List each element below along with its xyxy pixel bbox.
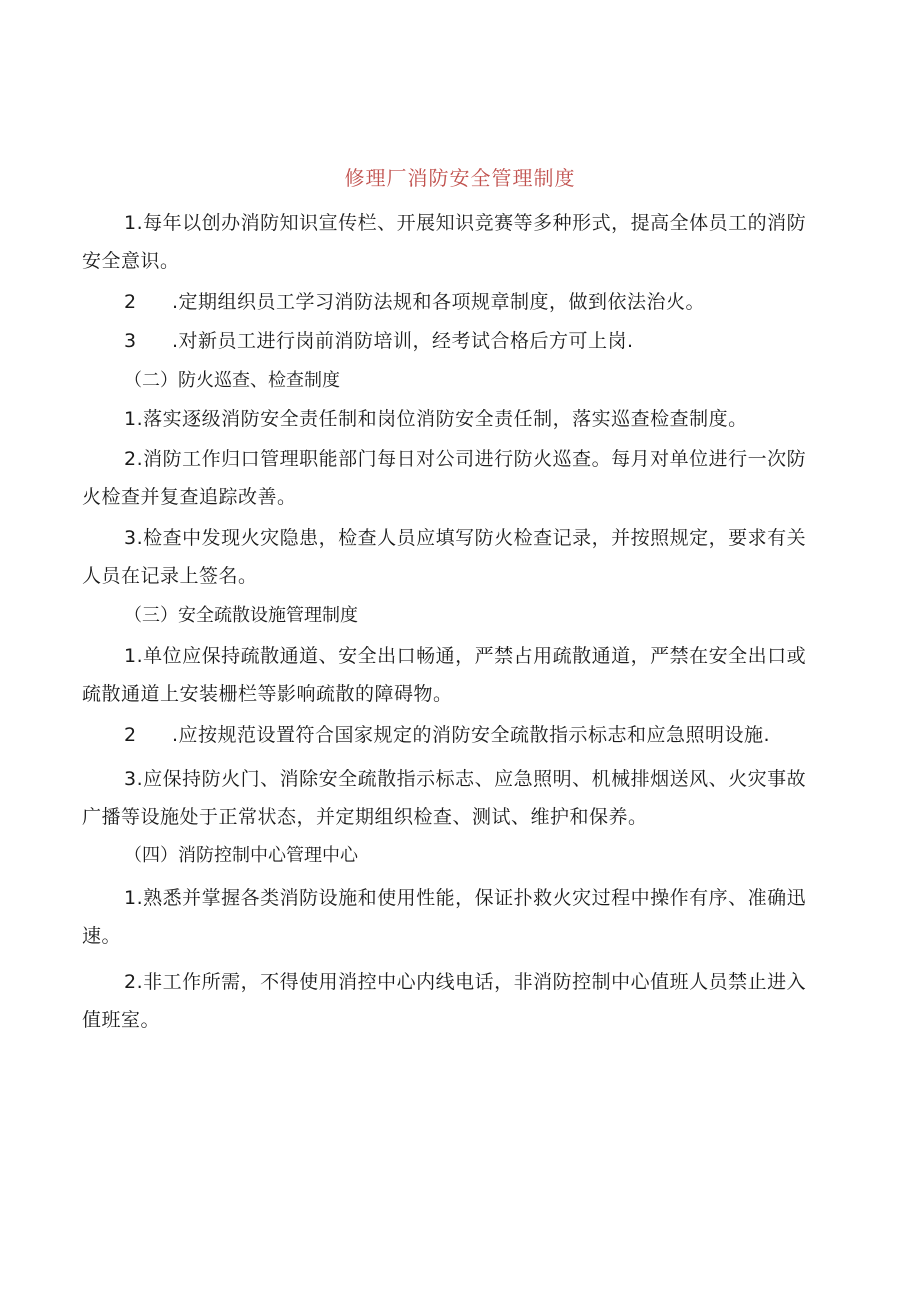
paragraph-8 [82,716,824,754]
section-heading-3: （三）安全疏散设施管理制度 [124,605,358,626]
item-number: 3 [124,330,137,352]
item-text: .落实逐级消防安全责任制和岗位消防安全责任制，落实巡查检查制度。 [136,408,748,430]
item-number: 2 [124,448,137,470]
paragraph-4 [82,400,824,438]
item-text: .消防工作归口管理职能部门每日对公司进行防火巡查。每月对单位进行一次防火检查并复查追踪改善。 [82,448,807,508]
paragraph-10 [82,879,824,955]
paragraph-6 [82,519,824,595]
item-text: .定期组织员工学习消防法规和各项规章制度，做到依法治火。 [172,291,706,313]
section-heading-4: （四）消防控制中心管理中心 [124,845,358,866]
paragraph-7 [82,637,824,713]
paragraph-1 [82,204,824,280]
item-number: 1 [124,408,137,430]
document-title: 修理厂消防安全管理制度 [344,166,576,190]
item-text: .单位应保持疏散通道、安全出口畅通，严禁占用疏散通道，严禁在安全出口或疏散通道上安装栅栏等影响疏散的障碍物。 [82,645,807,705]
item-number: 3 [124,527,137,549]
item-number: 2 [124,971,137,993]
paragraph-2 [82,283,824,321]
paragraph-3 [82,322,824,360]
item-number: 1 [124,645,137,667]
item-number: 1 [124,887,137,909]
item-number: 1 [124,212,137,234]
item-text: .检查中发现火灾隐患，检查人员应填写防火检查记录，并按照规定，要求有关人员在记录上签名。 [82,527,807,587]
item-text: .应按规范设置符合国家规定的消防安全疏散指示标志和应急照明设施. [172,724,771,746]
paragraph-11 [82,963,824,1039]
item-number: 2 [124,724,137,746]
section-heading-2: （二）防火巡查、检查制度 [124,370,340,391]
item-text: .非工作所需，不得使用消控中心内线电话，非消防控制中心值班人员禁止进入值班室。 [82,971,807,1031]
item-text: .对新员工进行岗前消防培训，经考试合格后方可上岗. [172,330,634,352]
paragraph-5 [82,440,824,516]
item-text: .每年以创办消防知识宣传栏、开展知识竞赛等多种形式，提高全体员工的消防安全意识。 [82,212,807,272]
item-text: .应保持防火门、消除安全疏散指示标志、应急照明、机械排烟送风、火灾事故广播等设施处于正常状态，并定期组织检查、测试、维护和保养。 [82,768,807,828]
item-number: 3 [124,768,137,790]
item-number: 2 [124,291,137,313]
paragraph-9 [82,760,824,836]
item-text: .熟悉并掌握各类消防设施和使用性能，保证扑救火灾过程中操作有序、准确迅速。 [82,887,807,947]
